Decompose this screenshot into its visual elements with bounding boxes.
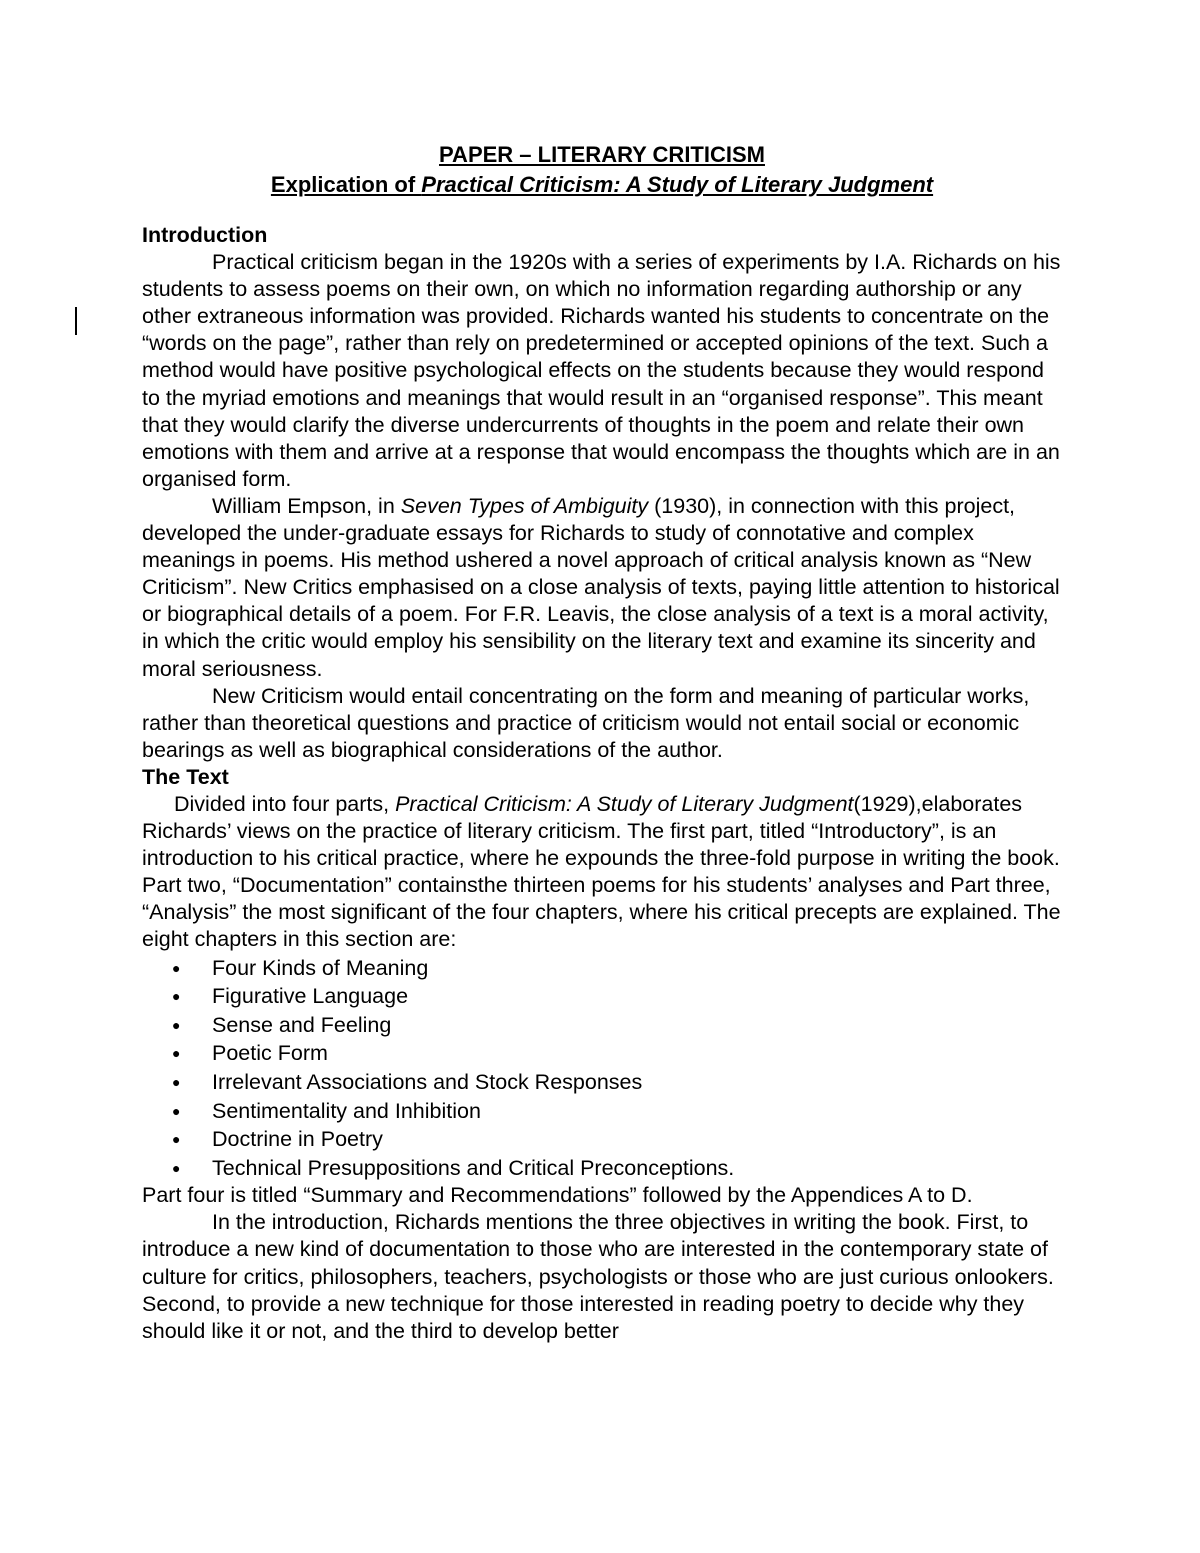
bullet-icon: ● (172, 1131, 181, 1148)
introduction-heading: Introduction (142, 223, 268, 247)
title-block (142, 140, 1062, 200)
para2-lead: William Empson, in (212, 493, 401, 518)
introduction-paragraph-3: New Criticism would entail concentrating on the form and meaning of particular works, rather than theoretical questions and practice of criticism would not entail social or economic bearings as well as biographical considerations of the author. (142, 683, 1030, 762)
subtitle-prefix: Explication of (270, 172, 422, 197)
text-para1-rest: (1929),elaborates Richards’ views on the practice of literary criticism. The first part, titled “Introductory”, is an introduction to his critical practice, where he expounds the three-fold purpose in writing the book. Part two, “Documentation” containsthe thirteen poems for his students’ analyses and Part three, “Analysis” the most significant of the four chapters, where his critical precepts are explained. The eight chapters in this section are: (142, 791, 1061, 952)
list-item: ● Sentimentality and Inhibition (172, 1097, 1062, 1126)
text-cursor-marker (75, 307, 77, 335)
bullet-icon: ● (172, 988, 181, 1005)
list-item: ● Figurative Language (172, 982, 1062, 1011)
chapter-list (142, 954, 1062, 1183)
document-page (142, 140, 1062, 1345)
text-section-paragraph-3: In the introduction, Richards mentions the three objectives in writing the book. First, to introduce a new kind of documentation to those who are interested in the contemporary state of culture for critics, philosophers, teachers, psychologists or those who are just curious onlookers. Second, to provide a new technique for those interested in reading poetry to decide why they should like it or not, and the third to develop better (142, 1210, 1054, 1343)
list-item: ● Four Kinds of Meaning (172, 954, 1062, 983)
introduction-paragraph-1: Practical criticism began in the 1920s with a series of experiments by I.A. Richards on his students to assess poems on their own, on which no information regarding authorship or any other extraneous information was provided. Richards wanted his students to concentrate on the “words on the page”, rather than rely on predetermined or accepted opinions of the text. Such a method would have positive psychological effects on the students because they would respond to the myriad emotions and meanings that would result in an “organised response”. This meant that they would clarify the diverse undercurrents of thoughts in the poem and relate their own emotions with them and arrive at a response that would encompass the thoughts which are in an organised form. (142, 250, 1061, 491)
document-subtitle (142, 170, 1062, 200)
bullet-icon: ● (172, 1159, 181, 1176)
list-item: ● Irrelevant Associations and Stock Responses (172, 1068, 1062, 1097)
text-para1-book-title: Practical Criticism: A Study of Literary Judgment (395, 791, 854, 816)
subtitle-book-title: Practical Criticism: A Study of Literary Judgment (421, 172, 934, 197)
list-item: ● Doctrine in Poetry (172, 1125, 1062, 1154)
bullet-icon: ● (172, 1102, 181, 1119)
text-para1-lead: Divided into four parts, (174, 791, 396, 816)
list-item: ● Sense and Feeling (172, 1011, 1062, 1040)
bullet-icon: ● (172, 1073, 181, 1090)
list-item: ● Technical Presuppositions and Critical Preconceptions. (172, 1154, 1062, 1183)
para2-rest: (1930), in connection with this project, developed the under-graduate essays for Richards to study of connotative and complex meanings in poems. His method ushered a novel approach of critical analysis known as “New Criticism”. New Critics emphasised on a close analysis of texts, paying little attention to historical or biographical details of a poem. For F.R. Leavis, the close analysis of a text is a moral activity, in which the critic would employ his sensibility on the literary text and examine its sincerity and moral seriousness. (142, 493, 1060, 681)
paper-title: PAPER – LITERARY CRITICISM (439, 142, 765, 167)
text-section-heading: The Text (142, 764, 229, 789)
text-section-paragraph-2: Part four is titled “Summary and Recommendations” followed by the Appendices A to D. (142, 1183, 973, 1208)
text-section-paragraph-1 (142, 791, 1062, 954)
bullet-icon: ● (172, 1016, 181, 1033)
introduction-paragraph-2 (142, 493, 1062, 683)
para2-book-title: Seven Types of Ambiguity (400, 493, 649, 518)
list-item: ● Poetic Form (172, 1039, 1062, 1068)
bullet-icon: ● (172, 1045, 181, 1062)
bullet-icon: ● (172, 959, 181, 976)
